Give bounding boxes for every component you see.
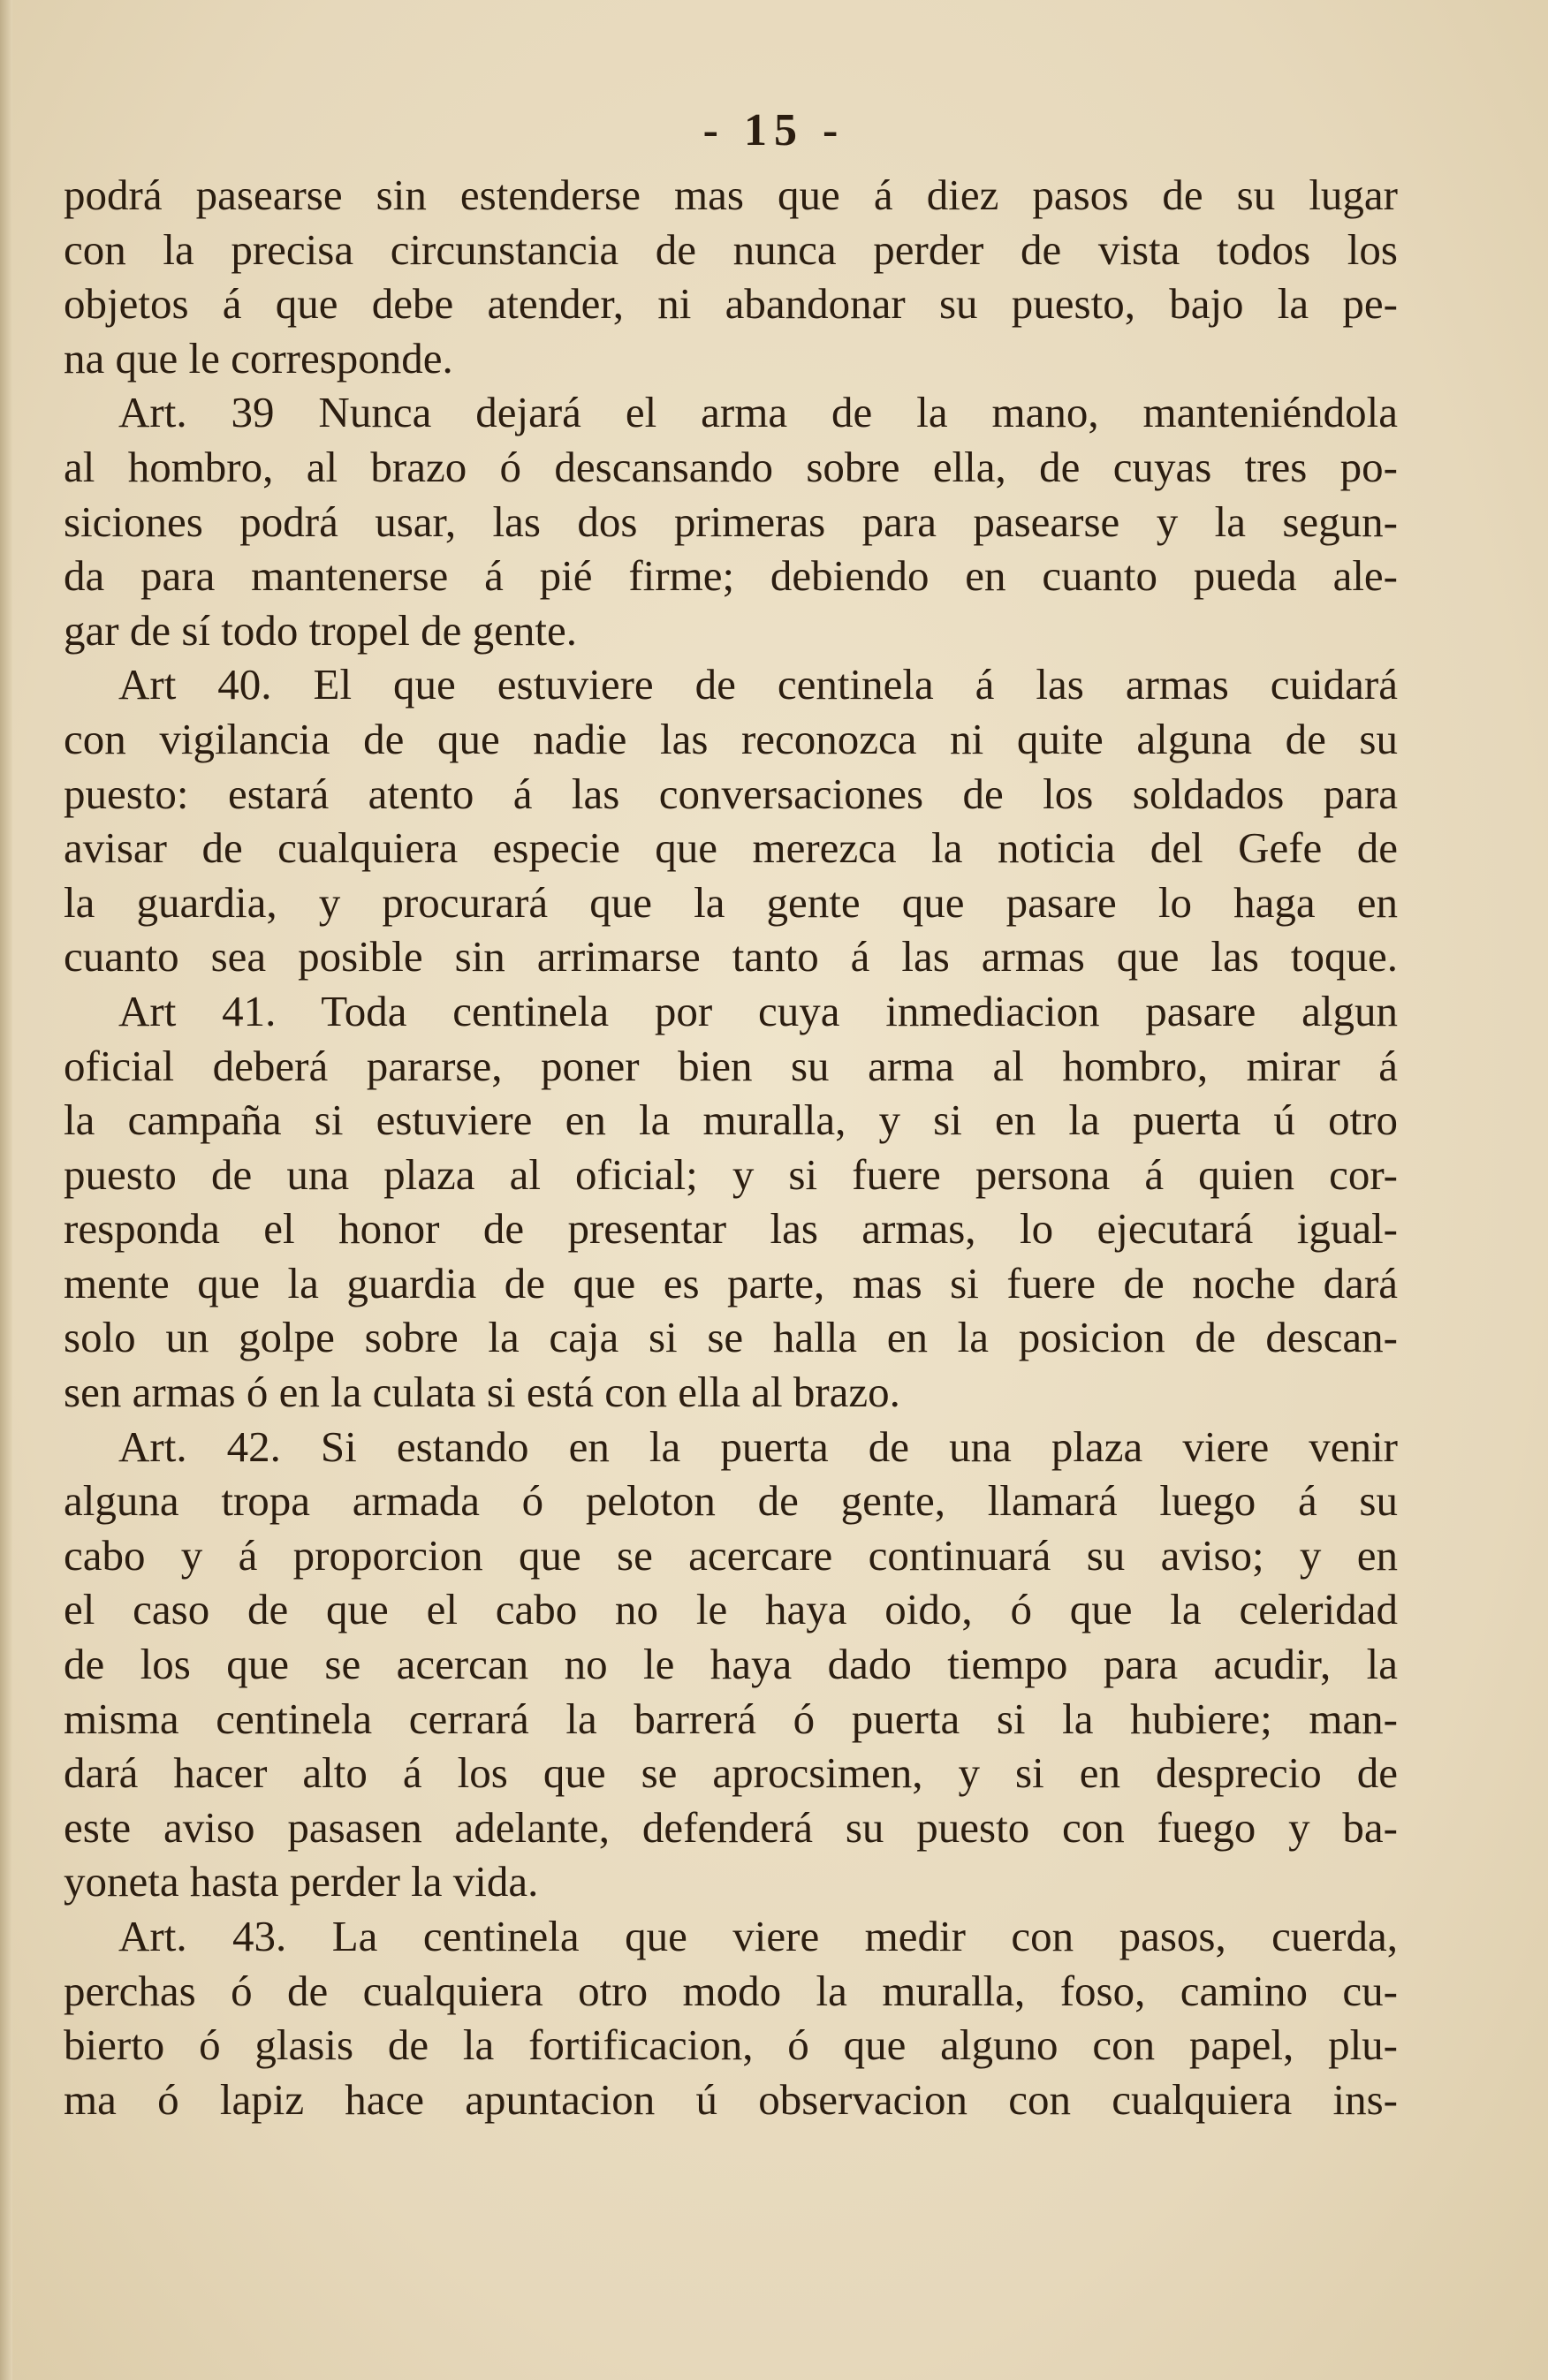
text-line: cuanto sea posible sin arrimarse tanto á las armas que las toque.	[64, 932, 1398, 982]
text-line: dará hacer alto á los que se aprocsimen, y si en desprecio de	[64, 1748, 1398, 1798]
text-line: oficial deberá pararse, poner bien su arma al hombro, mirar á	[64, 1041, 1398, 1090]
text-line: yoneta hasta perder la vida.	[64, 1857, 539, 1906]
text-line: gar de sí todo tropel de gente.	[64, 605, 578, 655]
text-line: este aviso pasasen adelante, defenderá su puesto con fuego y ba-	[64, 1802, 1398, 1852]
text-line: la campaña si estuviere en la muralla, y si en la puerta ú otro	[64, 1095, 1398, 1145]
text-line: la guardia, y procurará que la gente que pasare lo haga en	[64, 877, 1398, 927]
text-line: responda el honor de presentar las armas, lo ejecutará igual-	[64, 1204, 1398, 1254]
text-line: solo un golpe sobre la caja si se halla en la posicion de descan-	[64, 1313, 1398, 1362]
text-line: da para mantenerse á pié firme; debiendo en cuanto pueda ale-	[64, 551, 1398, 601]
text-line: sen armas ó en la culata si está con ella al brazo.	[64, 1368, 900, 1417]
text-line: con la precisa circunstancia de nunca perder de vista todos los	[64, 224, 1398, 274]
text-line: el caso de que el cabo no le haya oido, ó que la celeridad	[64, 1585, 1398, 1634]
article-first-line: Art 41. Toda centinela por cuya inmediacion pasare algun	[118, 986, 1398, 1035]
text-line: misma centinela cerrará la barrerá ó puerta si la hubiere; man-	[64, 1694, 1398, 1743]
text-line: podrá pasearse sin estenderse mas que á diez pasos de su lugar	[64, 171, 1398, 219]
text-line: na que le corresponde.	[64, 333, 453, 383]
text-line: perchas ó de cualquiera otro modo la muralla, foso, camino cu-	[64, 1966, 1398, 2015]
text-line: avisar de cualquiera especie que merezca la noticia del Gefe de	[64, 823, 1398, 873]
text-line: siciones podrá usar, las dos primeras para pasearse y la segun-	[64, 496, 1398, 546]
text-line: mente que la guardia de que es parte, mas si fuere de noche dará	[64, 1258, 1398, 1307]
text-line: bierto ó glasis de la fortificacion, ó que alguno con papel, plu-	[64, 2020, 1398, 2070]
text-line: alguna tropa armada ó peloton de gente, llamará luego á su	[64, 1476, 1398, 1526]
article-first-line: Art. 39 Nunca dejará el arma de la mano, manteniéndola	[118, 388, 1398, 437]
text-line: ma ó lapiz hace apuntacion ú observacion con cualquiera ins-	[64, 2074, 1398, 2124]
article-first-line: Art 40. El que estuviere de centinela á las armas cuidará	[118, 660, 1398, 709]
text-line: al hombro, al brazo ó descansando sobre ella, de cuyas tres po-	[64, 442, 1398, 491]
text-line: puesto de una plaza al oficial; y si fuere persona á quien cor-	[64, 1149, 1398, 1199]
text-line: con vigilancia de que nadie las reconozca ni quite alguna de su	[64, 714, 1398, 763]
text-line: de los que se acercan no le haya dado tiempo para acudir, la	[64, 1640, 1398, 1689]
text-line: objetos á que debe atender, ni abandonar su puesto, bajo la pe-	[64, 279, 1398, 329]
text-line: puesto: estará atento á las conversaciones de los soldados para	[64, 769, 1398, 818]
article-first-line: Art. 43. La centinela que viere medir con pasos, cuerda,	[118, 1912, 1398, 1960]
article-first-line: Art. 42. Si estando en la puerta de una plaza viere venir	[118, 1421, 1398, 1471]
body-text	[64, 168, 1398, 2126]
page-number: - 15 -	[702, 105, 846, 155]
page-edge	[0, 0, 12, 2380]
text-line: cabo y á proporcion que se acercare continuará su aviso; y en	[64, 1530, 1398, 1580]
